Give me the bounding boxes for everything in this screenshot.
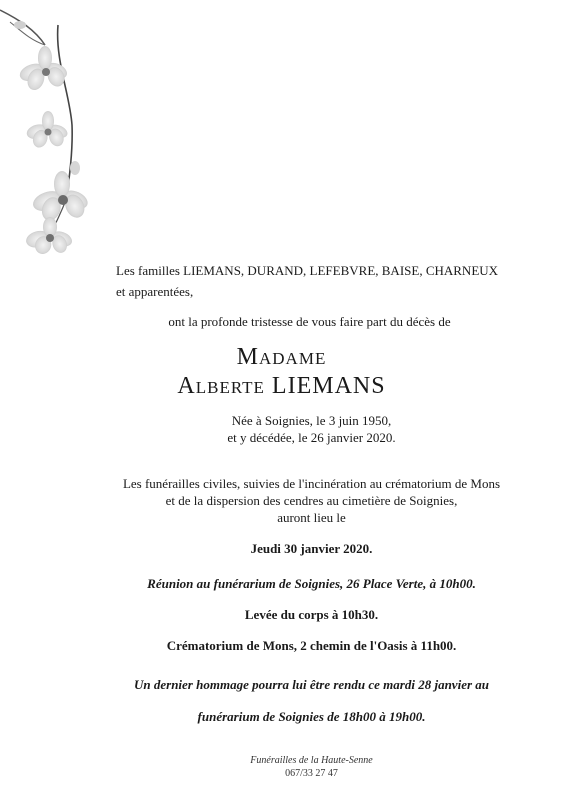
families-line: Les familles LIEMANS, DURAND, LEFEBVRE, BAISE, CHARNEUX bbox=[116, 263, 499, 278]
footer-company bbox=[0, 754, 563, 767]
deceased-title: Madame bbox=[236, 344, 327, 370]
funeral-line-3: auront lieu le bbox=[277, 510, 346, 525]
deceased-name: Alberte LIEMANS bbox=[177, 373, 386, 399]
lifting-line: Levée du corps à 10h30. bbox=[244, 607, 379, 622]
crematorium-line: Crématorium de Mons, 2 chemin de l'Oasis à 11h00. bbox=[166, 638, 457, 653]
funeral-line-1: Les funérailles civiles, suivies de l'incinération au crématorium de Mons bbox=[122, 476, 501, 491]
footer-company-text: Funérailles de la Haute-Senne bbox=[250, 755, 373, 766]
born-line: Née à Soignies, le 3 juin 1950, bbox=[231, 413, 392, 428]
meeting-line: Réunion au funérarium de Soignies, 26 Place Verte, à 10h00. bbox=[147, 576, 476, 591]
footer-phone: 067/33 27 47 bbox=[285, 768, 338, 779]
related-line: et apparentées, bbox=[116, 284, 194, 299]
orchid-decoration bbox=[0, 0, 110, 260]
funeral-line-2: et de la dispersion des cendres au cimetière de Soignies, bbox=[165, 493, 458, 508]
tribute-line-2: funérarium de Soignies de 18h00 à 19h00. bbox=[197, 709, 426, 724]
died-line: et y décédée, le 26 janvier 2020. bbox=[227, 430, 396, 445]
funeral-date: Jeudi 30 janvier 2020. bbox=[250, 541, 373, 556]
announcement-line: ont la profonde tristesse de vous faire part du décès de bbox=[168, 314, 451, 329]
tribute-line-1: Un dernier hommage pourra lui être rendu ce mardi 28 janvier au bbox=[134, 677, 489, 692]
